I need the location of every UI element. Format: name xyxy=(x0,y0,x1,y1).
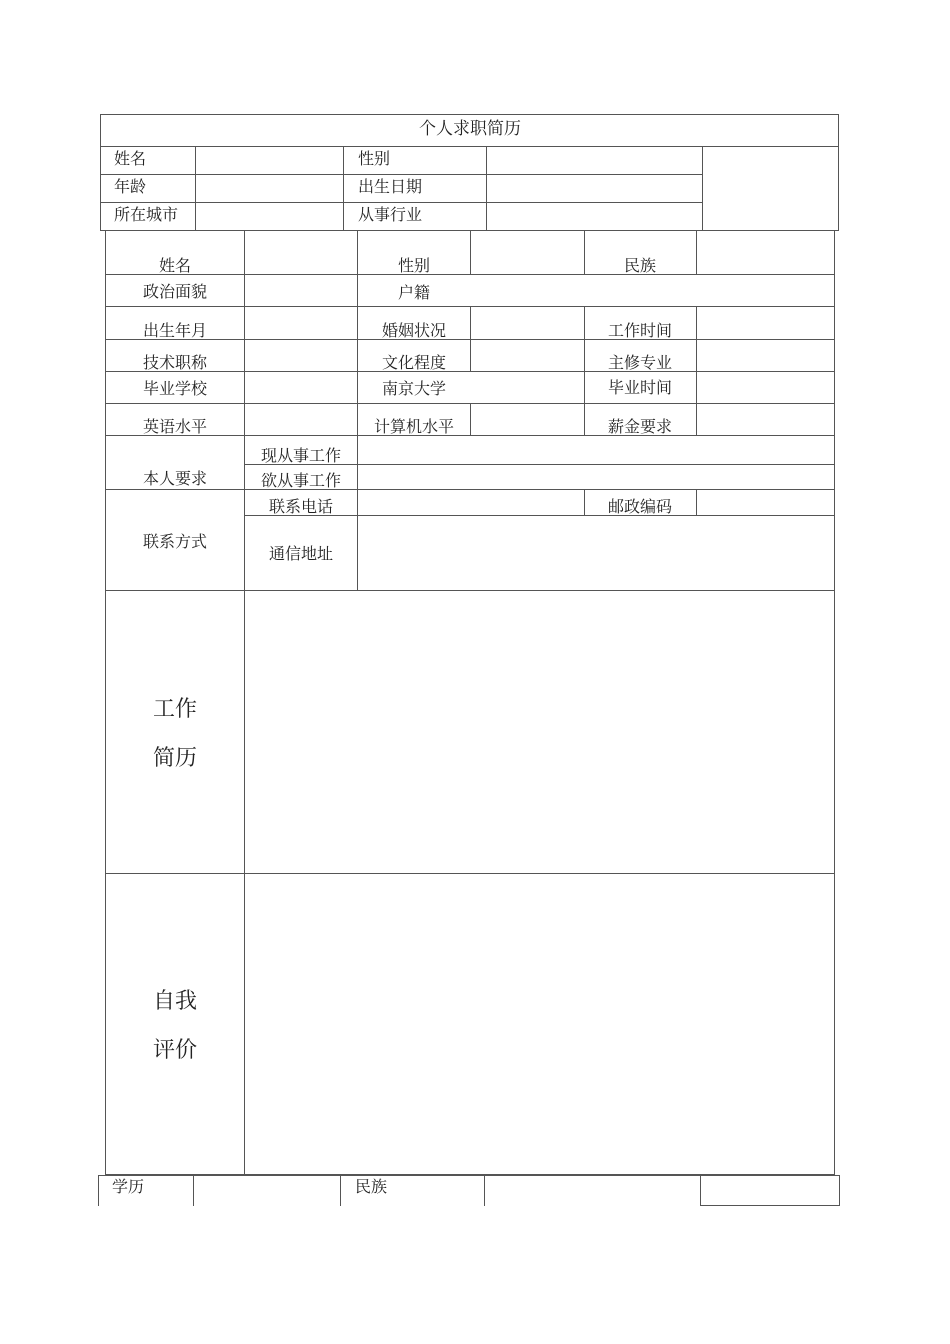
hukou-label: 户籍 xyxy=(397,283,431,302)
contact-label: 联系方式 xyxy=(142,532,208,551)
marital-status-label: 婚姻状况 xyxy=(381,321,447,340)
phone-label: 联系电话 xyxy=(268,497,334,516)
school-value: 南京大学 xyxy=(381,379,447,398)
self-evaluation-label-line2: 评价 xyxy=(152,1038,198,1063)
header-name-label: 姓名 xyxy=(114,149,147,168)
major-label: 主修专业 xyxy=(607,353,673,372)
footer-ethnicity-label: 民族 xyxy=(355,1177,388,1196)
political-status-label: 政治面貌 xyxy=(142,282,208,301)
desired-job-label: 欲从事工作 xyxy=(260,471,342,490)
ethnicity-label: 民族 xyxy=(623,256,657,275)
work-history-label-line2: 简历 xyxy=(152,746,198,771)
self-evaluation-label-line1: 自我 xyxy=(152,989,198,1014)
salary-requirement-label: 薪金要求 xyxy=(607,417,673,436)
header-city-label: 所在城市 xyxy=(114,205,179,224)
footer-education-label: 学历 xyxy=(112,1177,145,1196)
resume-title: 个人求职简历 xyxy=(419,119,521,139)
work-time-label: 工作时间 xyxy=(607,321,673,340)
name-label: 姓名 xyxy=(158,256,192,275)
address-label: 通信地址 xyxy=(268,544,334,563)
school-label: 毕业学校 xyxy=(142,379,208,398)
current-job-label: 现从事工作 xyxy=(260,446,342,465)
work-history-label-line1: 工作 xyxy=(152,697,198,722)
technical-title-label: 技术职称 xyxy=(142,353,208,372)
postcode-label: 邮政编码 xyxy=(607,497,673,516)
birth-month-label: 出生年月 xyxy=(142,321,208,340)
header-industry-label: 从事行业 xyxy=(358,205,423,224)
computer-level-label: 计算机水平 xyxy=(373,417,455,436)
education-level-label: 文化程度 xyxy=(381,353,447,372)
gender-label: 性别 xyxy=(397,256,431,275)
requirements-label: 本人要求 xyxy=(142,469,208,488)
header-age-label: 年龄 xyxy=(114,177,147,196)
header-gender-label: 性别 xyxy=(358,149,391,168)
footer-photo-cell xyxy=(700,1175,840,1206)
header-birthdate-label: 出生日期 xyxy=(358,177,423,196)
english-level-label: 英语水平 xyxy=(142,417,208,436)
graduation-time-label: 毕业时间 xyxy=(607,378,673,397)
